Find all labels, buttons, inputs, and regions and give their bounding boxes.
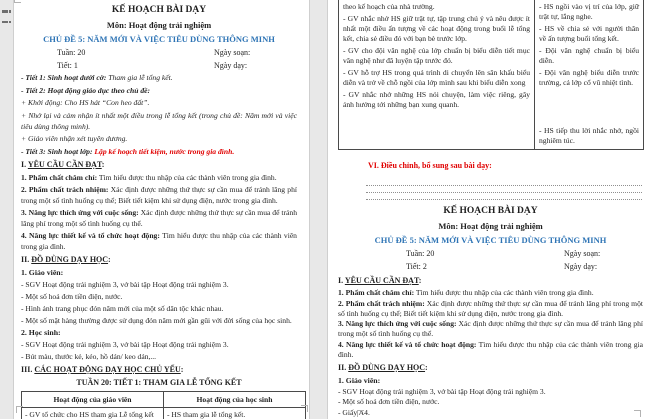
page1-student-items [21, 339, 297, 362]
adjustment-heading: VI. Điều chỉnh, bổ sung sau bài dạy: [368, 161, 492, 170]
page2-week: Tuần: 20 [406, 249, 435, 258]
page2-subject: Môn: Hoạt động trải nghiệm [438, 221, 543, 231]
dotted-line [366, 194, 642, 200]
table-header-hs: Hoạt động của học sinh [164, 391, 306, 407]
page2-content [338, 0, 643, 418]
page2-meta-row-1 [338, 247, 643, 260]
table-cell-hs: - HS tham gia lễ tổng kết. [164, 407, 306, 419]
teacher-item: - Một số hoá đơn tiền điện, nước. [338, 397, 440, 406]
intro-paragraph: - Tiết 3: Sinh hoạt lớp: Lập kế hoạch tiết kiệm, nước trong gia đình. [21, 146, 235, 156]
page2-date-prepared: Ngày soạn: [564, 249, 601, 258]
page1-meta-row-1 [21, 46, 297, 59]
page1-date-prepared: Ngày soạn: [214, 48, 251, 57]
requirement-paragraph: 4. Năng lực thiết kế và tổ chức hoạt động: Tìm hiểu được thu nhập của các thành viên trong gia đình. [21, 230, 297, 251]
page2-section1-heading: I. YÊU CẦU CẦN ĐẠT: [338, 276, 422, 285]
page1-lesson-title: TUẦN 20: TIẾT 1: THAM GIA LỄ TỔNG KẾT [76, 377, 242, 387]
requirement-paragraph: 1. Phẩm chất chăm chỉ: Tìm hiểu được thu nhập của các thành viên trong gia đình. [338, 288, 594, 297]
requirement-paragraph: 3. Năng lực thích ứng với cuộc sống: Xác định được những thứ thực sự cần mua để tránh lãng phí trong một số tình huống cụ thể. [21, 207, 297, 228]
page2-period: Tiết: 2 [406, 262, 427, 271]
page1-meta-row-2 [21, 59, 297, 72]
page1-section1-heading: I. YÊU CẦU CẦN ĐẠT: [21, 159, 105, 169]
page2-title: KẾ HOẠCH BÀI DẠY [443, 206, 538, 216]
page1-section2-heading: II. ĐỒ DÙNG DẠY HỌC: [21, 254, 111, 264]
page2-section2-heading: II. ĐỒ DÙNG DẠY HỌC: [338, 362, 428, 372]
margin-crop-mark [14, 0, 21, 3]
gv-paragraph: theo kế hoạch của nhà trường. [343, 2, 435, 11]
page2-requirements-list [338, 288, 643, 360]
page2-meta-row-2 [338, 260, 643, 273]
teacher-item: - Hình ảnh trang phục đón năm mới của một số dân tộc khác nhau. [21, 303, 224, 313]
page1-subject: Môn: Hoạt động trải nghiệm [106, 20, 212, 30]
intro-paragraph: - Tiết 2: Hoạt động giáo dục theo chủ đề: [21, 85, 151, 95]
gv-paragraph: - GV nhắc nhở HS giữ trật tự, tập trung chú ý và nêu được ít nhất một điều ấn tượng về các hoạt động trong buổi lễ tổng kết, chia sẻ điều đó với bạn bè trước lớp. [343, 14, 530, 43]
page1-title: KẾ HOẠCH BÀI DẠY [111, 5, 207, 15]
table-row-continued [339, 0, 644, 150]
requirement-paragraph: 4. Năng lực thiết kế và tổ chức hoạt động: Tìm hiểu được thu nhập của các thành viên trong gia đình. [338, 339, 643, 359]
page1-teacher-items [21, 279, 297, 326]
teacher-item: - Giấy A4. [338, 407, 370, 417]
intro-paragraph: + Giáo viên nhận xét tuyên dương. [21, 134, 128, 143]
gv-paragraph: - GV nhắc nhở những HS nói chuyện, làm việc riêng, gây ảnh hưởng tới những bạn xung quanh. [343, 90, 530, 109]
dotted-fill-lines [366, 180, 642, 200]
page1-week: Tuần: 20 [57, 48, 86, 57]
page1-period: Tiết: 1 [57, 61, 78, 70]
margin-crop-mark [357, 410, 364, 417]
page1-section3-heading: III. CÁC HOẠT ĐỘNG DẠY HỌC CHỦ YẾU: [21, 364, 184, 374]
intro-paragraph: + Nhớ lại và cảm nhận ít nhất một điều trong lễ tổng kết (trong chủ đề: Năm mới và việc tiêu dùng thông minh). [21, 110, 297, 131]
teacher-item: - Một số mặt hàng thường được sử dụng đón năm mới gần gũi với đời sống của học sinh. [21, 315, 292, 325]
page2-teacher-heading: 1. Giáo viên: [338, 375, 381, 385]
table-header-gv: Hoạt động của giáo viên [22, 391, 164, 407]
page1-date-taught: Ngày dạy: [214, 61, 248, 70]
gv-paragraph: - GV hỗ trợ HS trong quá trình di chuyển lên sân khấu biểu diễn và trở về chỗ ngồi của lớp mình sau khi biểu diễn xong [343, 68, 530, 87]
table-cell-gv-continued [339, 0, 535, 150]
intro-paragraph: + Khởi động: Cho HS hát “Con heo đất”. [21, 98, 150, 107]
page2-date-taught: Ngày dạy: [564, 262, 598, 271]
page1-teacher-heading: 1. Giáo viên: [21, 267, 64, 277]
hs-paragraph: - HS tiếp thu lời nhắc nhở, ngồi nghiêm túc. [539, 126, 639, 145]
drag-handle-icon[interactable] [2, 10, 11, 23]
page2-teacher-items [338, 387, 643, 418]
page1-requirements-list [21, 172, 297, 252]
teacher-item: - SGV Hoạt động trải nghiệm 3, vở bài tập Hoạt động trải nghiệm 3. [21, 279, 229, 289]
intro-paragraph: - Tiết 1: Sinh hoạt dưới cờ: Tham gia lễ tổng kết. [21, 73, 173, 82]
requirement-paragraph: 2. Phẩm chất trách nhiệm: Xác định được những thứ thực sự cần mua để tránh lãng phí trong một số tình huống cụ thể; Biết tiết kiệm khi sử dụng điện, nước trong gia đình. [21, 184, 298, 205]
hs-paragraph: - Đội văn nghệ chuẩn bị biểu diễn. [539, 46, 639, 65]
student-item: - SGV Hoạt động trải nghiệm 3, vở bài tập Hoạt động trải nghiệm 3. [21, 339, 229, 349]
hs-paragraph: - HS ngồi vào vị trí của lớp, giữ trật tự, lắng nghe. [539, 2, 639, 21]
requirement-paragraph: 2. Phẩm chất trách nhiệm: Xác định được những thứ thực sự cần mua để tránh lãng phí trong một số tình huống cụ thể; Biết tiết kiệm khi sử dụng điện, nước trong gia đình. [338, 298, 643, 318]
requirement-paragraph: 3. Năng lực thích ứng với cuộc sống: Xác định được những thứ thực sự cần mua để tránh lãng phí trong một số tình huống cụ thể. [338, 319, 643, 338]
page1-theme: CHỦ ĐỀ 5: NĂM MỚI VÀ VIỆC TIÊU DÙNG THÔNG MINH [43, 34, 275, 44]
page1-student-heading: 2. Học sinh: [21, 327, 61, 337]
teacher-item: - Một số hoá đơn tiền điện, nước. [21, 291, 123, 301]
hs-paragraph: - Đội văn nghệ biểu diễn trước trường, cả lớp cổ vũ nhiệt tình. [539, 68, 639, 87]
document-page-1[interactable] [13, 0, 310, 419]
activities-table-continued [338, 0, 644, 150]
page1-content [21, 0, 297, 419]
table-cell-hs-continued [535, 0, 644, 150]
dotted-line [366, 187, 642, 193]
student-item: - Bút màu, thước kẻ, kéo, hồ dán/ keo dán,... [21, 351, 157, 361]
dotted-line [366, 180, 642, 186]
gv-paragraph: - GV cho đội văn nghệ của lớp chuẩn bị biểu diễn tiết mục văn nghệ như đã luyện tập trước đó. [343, 46, 530, 65]
teacher-item: - SGV Hoạt động trải nghiệm 3, vở bài tập Hoạt động trải nghiệm 3. [338, 386, 546, 396]
margin-crop-mark [301, 405, 308, 412]
margin-crop-mark [634, 410, 641, 417]
document-page-2[interactable] [327, 0, 650, 419]
page1-intro-list [21, 72, 297, 157]
hs-paragraph: - HS về chia sẻ với người thân về ấn tượng buổi tổng kết. [539, 24, 639, 43]
requirement-paragraph: 1. Phẩm chất chăm chỉ: Tìm hiểu được thu nhập của các thành viên trong gia đình. [21, 172, 277, 182]
table-header-row [22, 391, 306, 407]
margin-crop-mark [16, 406, 23, 413]
table-row [22, 407, 306, 419]
activities-table [21, 391, 306, 419]
page2-theme: CHỦ ĐỀ 5: NĂM MỚI VÀ VIỆC TIÊU DÙNG THÔNG MINH [374, 235, 607, 245]
table-cell-gv: - GV tổ chức cho HS tham gia Lễ tổng kết [22, 407, 164, 419]
